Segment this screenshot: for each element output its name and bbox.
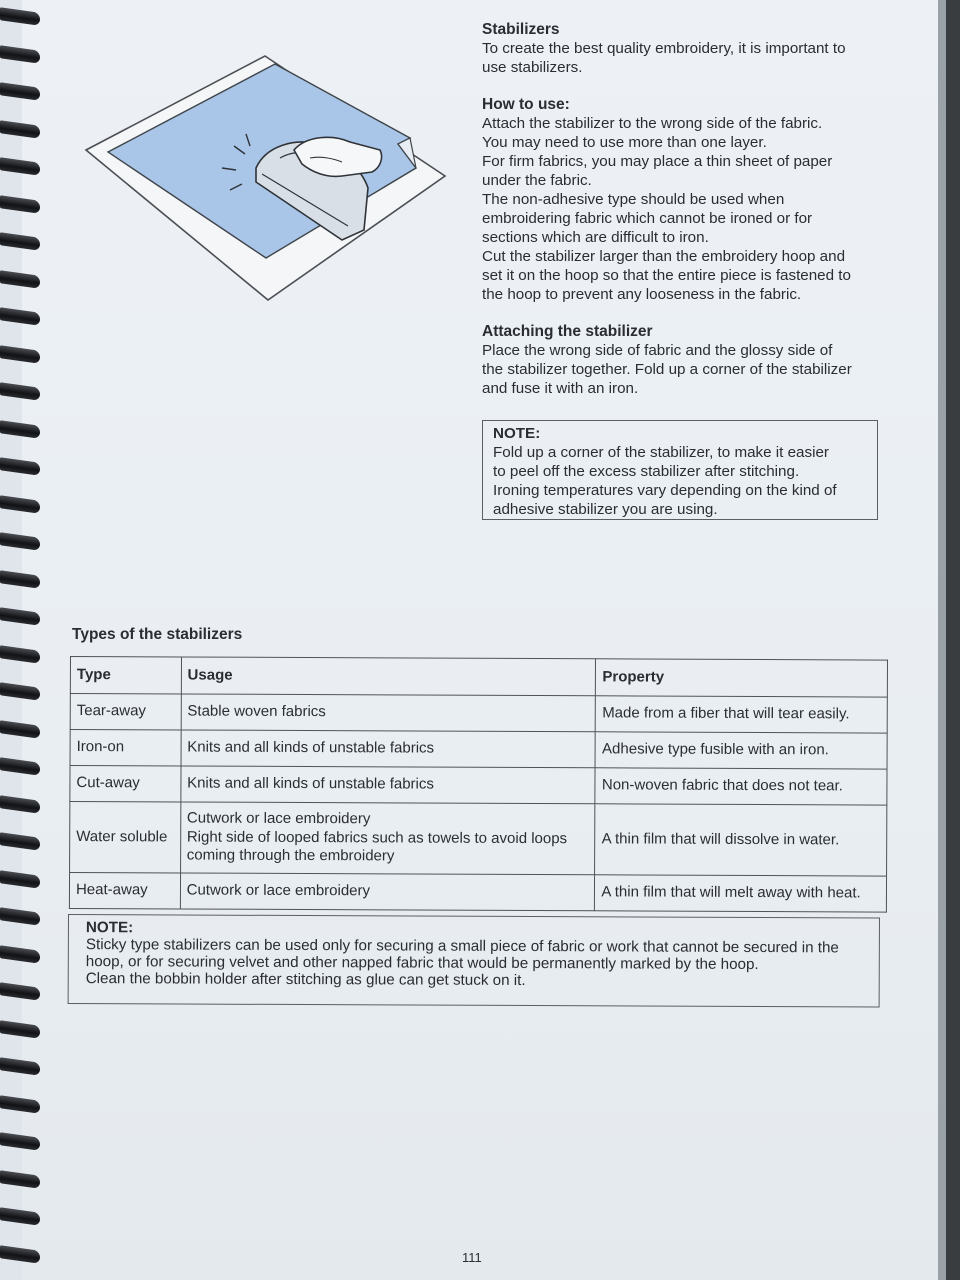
spiral-coil — [0, 795, 40, 814]
how-to-line: the hoop to prevent any looseness in the fabric. — [482, 286, 802, 303]
spiral-coil — [0, 532, 40, 551]
how-to-line: set it on the hoop so that the entire piece is fastened to — [482, 267, 851, 284]
spiral-binding — [0, 0, 44, 1280]
cell-property: Made from a fiber that will tear easily. — [596, 696, 888, 733]
how-to-line: For firm fabrics, you may place a thin sheet of paper — [482, 153, 833, 170]
how-to-use-heading: How to use: — [482, 96, 570, 113]
table-header-row — [70, 657, 887, 698]
intro-line: To create the best quality embroidery, it is important to — [482, 40, 846, 57]
spiral-coil — [0, 682, 40, 701]
cell-property: A thin film that will dissolve in water. — [595, 804, 887, 876]
spiral-coil — [0, 382, 40, 401]
spiral-coil — [0, 1207, 40, 1226]
spiral-coil — [0, 45, 40, 64]
spiral-coil — [0, 307, 40, 326]
cell-usage — [180, 802, 595, 875]
how-to-line: You may need to use more than one layer. — [482, 134, 767, 151]
ironing-illustration — [80, 40, 460, 340]
spiral-coil — [0, 757, 40, 776]
spiral-coil — [0, 1020, 40, 1039]
note-line: Sticky type stabilizers can be used only for securing a small piece of fabric or work that cannot be secured in the — [85, 936, 839, 957]
table-row — [70, 766, 887, 806]
spiral-coil — [0, 157, 40, 176]
cell-property: Adhesive type fusible with an iron. — [595, 732, 887, 769]
spiral-coil — [0, 945, 40, 964]
cell-type: Tear-away — [70, 694, 181, 730]
spiral-coil — [0, 420, 40, 439]
spiral-coil — [0, 1057, 40, 1076]
spiral-coil — [0, 82, 40, 101]
usage-line: Cutwork or lace embroidery — [186, 809, 371, 828]
spiral-coil — [0, 7, 40, 26]
table-row — [70, 694, 887, 734]
how-to-line: sections which are difficult to iron. — [482, 229, 709, 246]
page-number: 111 — [462, 1250, 482, 1265]
how-to-line: under the fabric. — [482, 172, 592, 189]
page-edge-shadow — [938, 0, 960, 1280]
cell-type: Cut-away — [70, 766, 181, 802]
cell-usage: Knits and all kinds of unstable fabrics — [181, 730, 596, 768]
note-line: Clean the bobbin holder after stitching as glue can get stuck on it. — [85, 970, 526, 989]
note-line: adhesive stabilizer you are using. — [493, 501, 718, 518]
table-row — [70, 730, 887, 770]
table-row — [70, 802, 887, 877]
cell-type: Heat-away — [69, 873, 180, 909]
cell-type: Water soluble — [70, 802, 181, 873]
spiral-coil — [0, 832, 40, 851]
spiral-coil — [0, 907, 40, 926]
spiral-coil — [0, 570, 40, 589]
how-to-line: Attach the stabilizer to the wrong side of the fabric. — [482, 115, 823, 132]
how-to-line: The non-adhesive type should be used when — [482, 191, 785, 208]
stabilizer-types-table — [69, 656, 888, 913]
spiral-coil — [0, 1095, 40, 1114]
table-row — [69, 873, 886, 913]
header-type: Type — [70, 657, 181, 694]
note-box-sticky — [68, 914, 880, 1008]
note-line: Fold up a corner of the stabilizer, to make it easier — [493, 444, 829, 461]
spiral-coil — [0, 1245, 40, 1264]
attaching-line: the stabilizer together. Fold up a corner of the stabilizer — [482, 361, 852, 378]
spiral-coil — [0, 270, 40, 289]
note-heading: NOTE: — [85, 919, 134, 937]
note-line: to peel off the excess stabilizer after stitching. — [493, 463, 800, 480]
attaching-line: and fuse it with an iron. — [482, 380, 639, 397]
note-line: hoop, or for securing velvet and other napped fabric that would be permanently marked by the hoop. — [85, 953, 759, 974]
cell-property: A thin film that will melt away with heat. — [595, 875, 887, 912]
spiral-coil — [0, 232, 40, 251]
cell-usage: Cutwork or lace embroidery — [180, 873, 595, 911]
cell-usage: Knits and all kinds of unstable fabrics — [181, 766, 596, 804]
cell-property: Non-woven fabric that does not tear. — [595, 768, 887, 805]
spiral-coil — [0, 195, 40, 214]
note-heading: NOTE: — [493, 425, 541, 442]
header-usage: Usage — [181, 657, 596, 696]
spiral-coil — [0, 645, 40, 664]
cell-usage: Stable woven fabrics — [181, 694, 596, 732]
stabilizers-heading: Stabilizers — [482, 21, 560, 38]
spiral-coil — [0, 495, 40, 514]
note-line: Ironing temperatures vary depending on the kind of — [493, 482, 837, 499]
how-to-line: Cut the stabilizer larger than the embroidery hoop and — [482, 248, 846, 265]
attaching-heading: Attaching the stabilizer — [482, 323, 653, 340]
spiral-coil — [0, 120, 40, 139]
spiral-coil — [0, 870, 40, 889]
intro-line: use stabilizers. — [482, 59, 583, 76]
spiral-coil — [0, 720, 40, 739]
note-box-ironing — [482, 420, 878, 520]
spiral-coil — [0, 457, 40, 476]
usage-line: Right side of looped fabrics such as towels to avoid loops — [186, 828, 568, 847]
header-property: Property — [596, 659, 888, 697]
spiral-coil — [0, 607, 40, 626]
types-heading: Types of the stabilizers — [72, 626, 243, 643]
spiral-coil — [0, 345, 40, 364]
attaching-line: Place the wrong side of fabric and the glossy side of — [482, 342, 833, 359]
how-to-line: embroidering fabric which cannot be ironed or for — [482, 210, 813, 227]
instructions-column — [482, 20, 882, 398]
spiral-coil — [0, 982, 40, 1001]
usage-line: coming through the embroidery — [186, 846, 395, 865]
spiral-coil — [0, 1132, 40, 1151]
cell-type: Iron-on — [70, 730, 181, 766]
spiral-coil — [0, 1170, 40, 1189]
